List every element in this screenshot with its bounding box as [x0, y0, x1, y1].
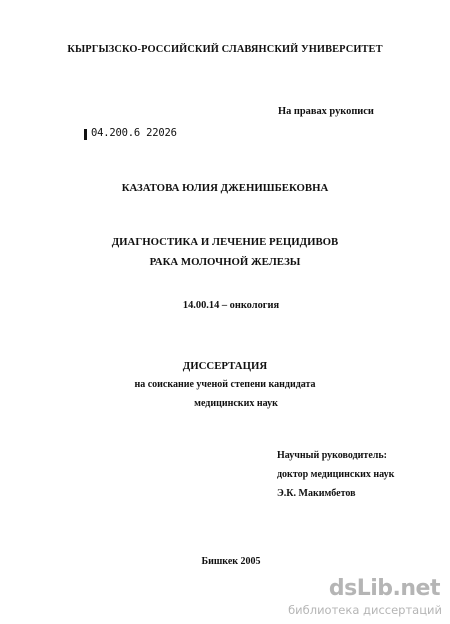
- degree-purpose-line1: на соискание ученой степени кандидата: [134, 379, 316, 390]
- supervisor-degree: доктор медицинских наук: [277, 469, 395, 480]
- degree-purpose-line2: медицинских наук: [194, 398, 278, 409]
- city-year: Бишкек 2005: [201, 556, 261, 567]
- supervisor-name: Э.К. Макимбетов: [277, 488, 356, 499]
- registration-code: 04.200.6 22026: [91, 127, 177, 139]
- watermark-logo: dsLib.net: [328, 576, 440, 601]
- university-name: КЫРГЫЗСКО-РОССИЙСКИЙ СЛАВЯНСКИЙ УНИВЕРСИТЕТ: [67, 44, 383, 55]
- specialty-code: 14.00.14 – онкология: [182, 300, 280, 311]
- dissertation-title-line2: РАКА МОЛОЧНОЙ ЖЕЛЕЗЫ: [149, 256, 301, 268]
- watermark: [288, 576, 444, 620]
- rights-notice: На правах рукописи: [278, 106, 374, 117]
- author-name: КАЗАТОВА ЮЛИЯ ДЖЕНИШБЕКОВНА: [121, 182, 329, 194]
- registration-mark: [84, 129, 87, 140]
- document-type: ДИССЕРТАЦИЯ: [182, 360, 268, 372]
- watermark-subtitle: библиотека диссертаций: [288, 603, 442, 617]
- dissertation-title-line1: ДИАГНОСТИКА И ЛЕЧЕНИЕ РЕЦИДИВОВ: [111, 236, 339, 248]
- supervisor-label: Научный руководитель:: [277, 450, 387, 461]
